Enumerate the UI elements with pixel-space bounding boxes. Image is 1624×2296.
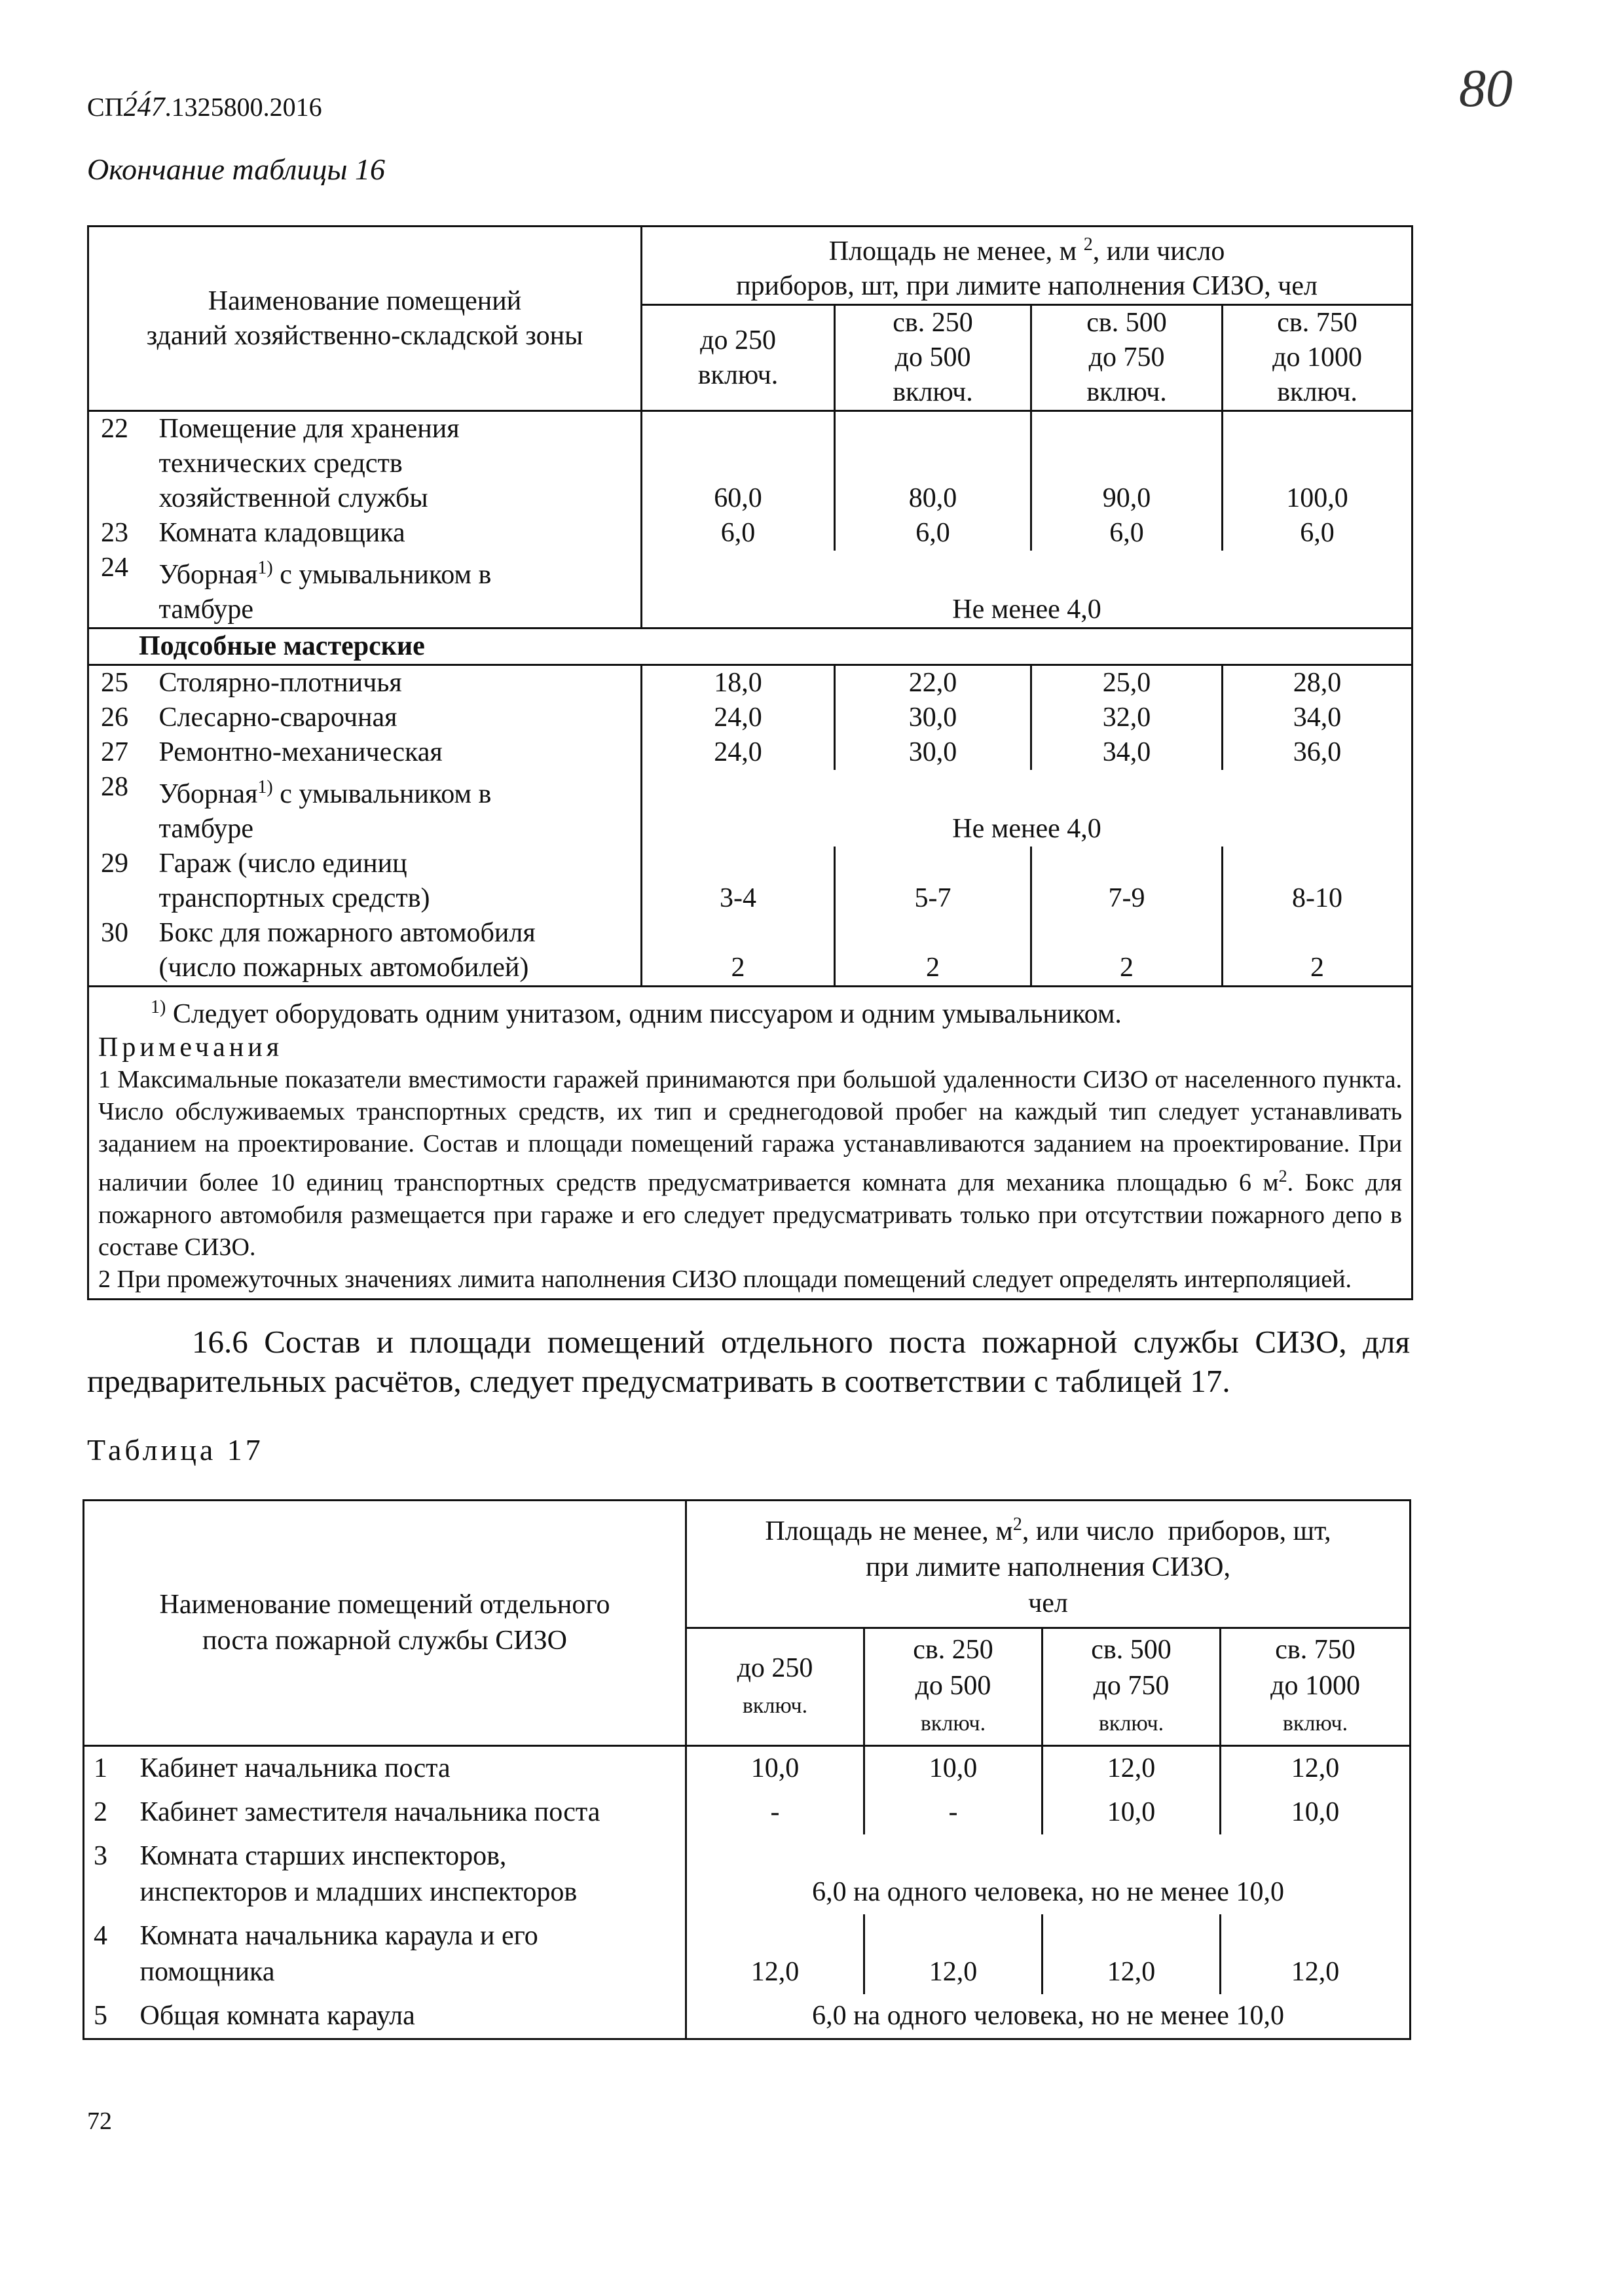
page-number: 72: [87, 2107, 112, 2135]
table-row: 22 Помещение для хранения технических средств хозяйственной службы 60,0 80,0 90,0 100,0: [88, 411, 1412, 517]
table17-col-2: св. 250 до 500 включ.: [864, 1628, 1043, 1746]
table16-continuation-title: Окончание таблицы 16: [87, 153, 385, 186]
document-code: СП2́4́7.1325800.2016: [87, 92, 322, 122]
table17-col-4: св. 750 до 1000 включ.: [1221, 1628, 1411, 1746]
table-row: 26 Слесарно-сварочная 24,0 30,0 32,0 34,0: [88, 701, 1412, 735]
table17-col-1: до 250 включ.: [686, 1628, 864, 1746]
table17-header-group: Площадь не менее, $м^2$, или число приборов, шт, при лимите наполнения СИЗО, чел: [686, 1501, 1411, 1628]
table16-header-group: Площадь не менее, м $^2$, или число приборов, шт, при лимите наполнения СИЗО, чел: [642, 227, 1412, 305]
note-1: 1 Максимальные показатели вместимости гаражей принимаются при большой удаленности СИЗО от населенного пункта. Число обслуживаемых транспортных средств, их тип и среднегодовой пробег на каждый тип следует устанавливать заданием на проектирование. Состав и площади помещений гаража устанавливаются заданием на проектирование. При наличии более 10 единиц транспортных средств предусматривается комната для механика площадью 6 $м^2$. Бокс для пожарного автомобиля размещается при гараже и его следует предусматривать только при отсутствии пожарного депо в составе СИЗО.: [98, 1066, 1403, 1261]
paragraph-16-6: 16.6 Состав и площади помещений отдельного поста пожарной службы СИЗО, для предварительных расчётов, следует предусматривать в соответствии с таблицей 17.: [87, 1324, 1410, 1399]
table16-col-1: до 250 включ.: [642, 305, 835, 411]
table16-notes: [88, 987, 1412, 1300]
table16-header-name: Наименование помещений зданий хозяйственно-складской зоны: [88, 227, 642, 411]
table16-col-4: св. 750 до 1000 включ.: [1223, 305, 1412, 411]
note-2: 2 При промежуточных значениях лимита наполнения СИЗО площади помещений следует определять интерполяцией.: [98, 1265, 1352, 1293]
table17-col-3: св. 500 до 750 включ.: [1043, 1628, 1221, 1746]
table-row: 29 Гараж (число единиц транспортных средств) 3-4 5-7 7-9 8-10: [88, 847, 1412, 916]
table-row: 4 Комната начальника караула и его помощника 12,0 12,0 12,0 12,0: [84, 1914, 1411, 1994]
table-row: 23 Комната кладовщика 6,0 6,0 6,0 6,0: [88, 516, 1412, 551]
table16-footnote: $^{1)}$ Следует оборудовать одним унитазом, одним писсуаром и одним умывальником.: [151, 997, 1122, 1029]
notes-heading: Примечания: [98, 1032, 284, 1063]
table-row: 3 Комната старших инспекторов, инспекторов и младших инспекторов 6,0 на одного человека, но не менее 10,0: [84, 1834, 1411, 1914]
table-row: 5 Общая комната караула 6,0 на одного человека, но не менее 10,0: [84, 1994, 1411, 2039]
table-16: [87, 225, 1413, 1300]
table-row: 25 Столярно-плотничья 18,0 22,0 25,0 28,0: [88, 665, 1412, 701]
table17-header-name: Наименование помещений отдельного поста пожарной службы СИЗО: [84, 1501, 686, 1746]
table-row: 2 Кабинет заместителя начальника поста - - 10,0 10,0: [84, 1791, 1411, 1834]
table-17: [83, 1499, 1411, 2040]
table-row: 30 Бокс для пожарного автомобиля (число пожарных автомобилей) 2 2 2 2: [88, 916, 1412, 987]
table-row: 1 Кабинет начальника поста 10,0 10,0 12,0 12,0: [84, 1746, 1411, 1791]
table-row: 24 Уборная$^{1)}$ с умывальником в тамбуре Не менее 4,0: [88, 551, 1412, 629]
table16-col-3: св. 500 до 750 включ.: [1031, 305, 1223, 411]
table-section: Подсобные мастерские: [88, 629, 1412, 665]
handwritten-page-mark: 80: [1459, 58, 1513, 118]
table17-title: Таблица 17: [87, 1433, 264, 1467]
table-row: 28 Уборная$^{1)}$ с умывальником в тамбуре Не менее 4,0: [88, 770, 1412, 847]
table-row: 27 Ремонтно-механическая 24,0 30,0 34,0 36,0: [88, 735, 1412, 770]
table16-col-2: св. 250 до 500 включ.: [835, 305, 1031, 411]
